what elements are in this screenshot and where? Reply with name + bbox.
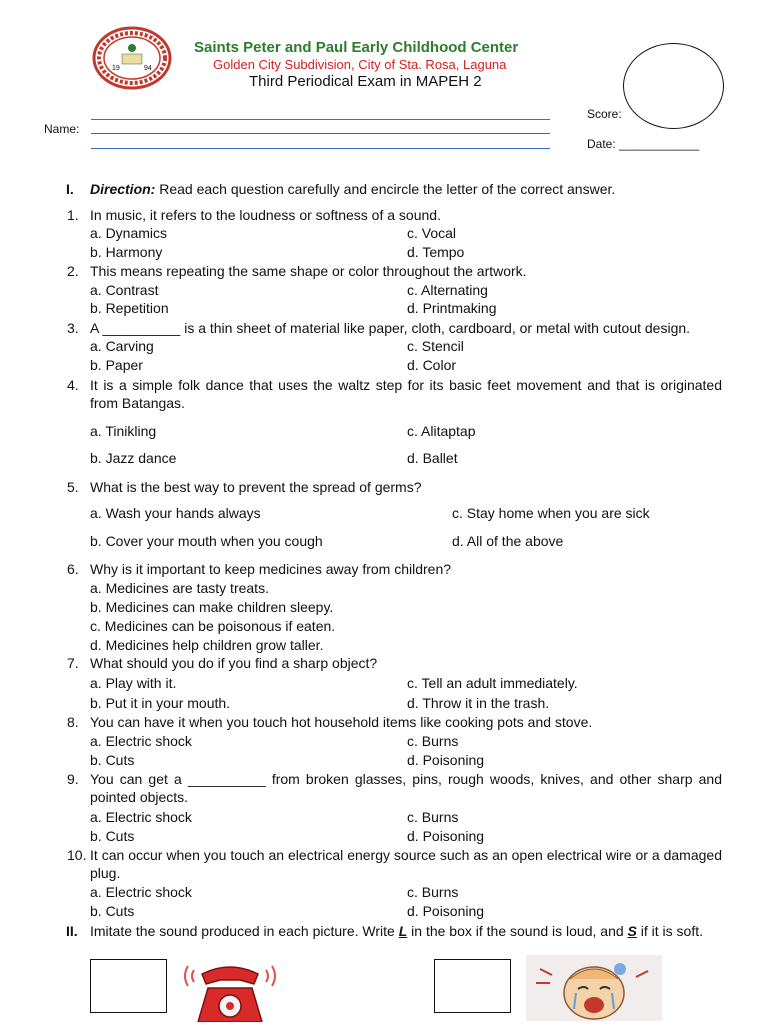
choice-a[interactable]: a. Play with it. [90, 675, 177, 691]
choice-b[interactable]: b. Cuts [90, 828, 135, 844]
question-number: 5. [67, 479, 79, 495]
question-text: In music, it refers to the loudness or softness of a sound. [90, 207, 441, 223]
score-label: Score: [587, 107, 622, 121]
name-label: Name: [44, 122, 80, 136]
choice-d[interactable]: d. Poisoning [407, 828, 485, 844]
section-1-number: I. [66, 181, 74, 197]
choice-d[interactable]: d. Tempo [407, 244, 465, 260]
question-text: A __________ is a thin sheet of material like paper, cloth, cardboard, or metal with cutout design. [90, 320, 691, 336]
question-text: It can occur when you touch an electrical energy source such as an open electrical wire or a damaged plug. [90, 847, 722, 881]
question-number: 10. [67, 847, 87, 863]
section-2-number: II. [66, 923, 78, 939]
choice-c[interactable]: c. Stencil [407, 338, 464, 354]
choice-c[interactable]: c. Burns [407, 733, 459, 749]
choice-c[interactable]: c. Alternating [407, 282, 488, 298]
answer-box-2[interactable] [434, 959, 511, 1013]
choice-b[interactable]: b. Medicines can make children sleepy. [90, 599, 334, 615]
question-number: 2. [67, 263, 79, 279]
choice-d[interactable]: d. Poisoning [407, 903, 485, 919]
choice-a[interactable]: a. Wash your hands always [90, 505, 261, 521]
question-number: 7. [67, 655, 79, 671]
question-number: 4. [67, 377, 79, 393]
name-line-3[interactable] [91, 148, 550, 149]
choice-b[interactable]: b. Cuts [90, 903, 135, 919]
name-line-1[interactable] [91, 119, 550, 120]
question-number: 9. [67, 771, 79, 787]
question-text: It is a simple folk dance that uses the waltz step for its basic feet movement and that is originated from Batangas. [90, 377, 722, 411]
choice-b[interactable]: b. Cover your mouth when you cough [90, 533, 323, 549]
question-number: 1. [67, 207, 79, 223]
choice-c[interactable]: c. Medicines can be poisonous if eaten. [90, 618, 336, 634]
choice-d[interactable]: d. Poisoning [407, 752, 485, 768]
seal-year-left: 19 [112, 65, 120, 72]
question-number: 3. [67, 320, 79, 336]
choice-b[interactable]: b. Harmony [90, 244, 163, 260]
choice-d[interactable]: d. Color [407, 357, 457, 373]
seal-year-right: 94 [144, 65, 152, 72]
choice-a[interactable]: a. Electric shock [90, 809, 192, 825]
choice-a[interactable]: a. Tinikling [90, 423, 157, 439]
choice-c[interactable]: c. Burns [407, 884, 459, 900]
exam-title: Third Periodical Exam in MAPEH 2 [249, 73, 482, 90]
section-1-direction: Direction: Read each question carefully and encircle the letter of the correct answer. [90, 181, 616, 197]
choice-a[interactable]: a. Carving [90, 338, 154, 354]
choice-c[interactable]: c. Vocal [407, 225, 457, 241]
ringing-telephone-icon [178, 956, 282, 1022]
choice-a[interactable]: a. Dynamics [90, 225, 168, 241]
choice-b[interactable]: b. Jazz dance [90, 450, 177, 466]
choice-b[interactable]: b. Repetition [90, 300, 169, 316]
date-label: Date: ____________ [587, 137, 700, 151]
choice-b[interactable]: b. Paper [90, 357, 143, 373]
school-seal [92, 26, 172, 90]
choice-d[interactable]: d. Printmaking [407, 300, 497, 316]
crying-baby-icon [526, 955, 662, 1021]
section-2-direction: Imitate the sound produced in each picture. Write L in the box if the sound is loud, and S if it is soft. [90, 923, 703, 939]
question-text: This means repeating the same shape or color throughout the artwork. [90, 263, 527, 279]
score-circle[interactable] [623, 43, 724, 129]
choice-d[interactable]: d. All of the above [452, 533, 564, 549]
school-address: Golden City Subdivision, City of Sta. Rosa, Laguna [213, 57, 507, 72]
name-line-2[interactable] [91, 133, 550, 134]
question-text: What is the best way to prevent the spread of germs? [90, 479, 422, 495]
school-name: Saints Peter and Paul Early Childhood Center [194, 39, 519, 56]
answer-box-1[interactable] [90, 959, 167, 1013]
choice-d[interactable]: d. Medicines help children grow taller. [90, 637, 324, 653]
question-number: 6. [67, 561, 79, 577]
choice-d[interactable]: d. Throw it in the trash. [407, 695, 550, 711]
question-number: 8. [67, 714, 79, 730]
choice-a[interactable]: a. Medicines are tasty treats. [90, 580, 269, 596]
choice-c[interactable]: c. Stay home when you are sick [452, 505, 650, 521]
question-text: What should you do if you find a sharp object? [90, 655, 378, 671]
question-text: You can have it when you touch hot household items like cooking pots and stove. [90, 714, 593, 730]
choice-c[interactable]: c. Burns [407, 809, 459, 825]
seal-icon [92, 26, 172, 90]
question-text: Why is it important to keep medicines away from children? [90, 561, 452, 577]
choice-a[interactable]: a. Electric shock [90, 733, 192, 749]
choice-b[interactable]: b. Cuts [90, 752, 135, 768]
choice-a[interactable]: a. Contrast [90, 282, 159, 298]
choice-d[interactable]: d. Ballet [407, 450, 458, 466]
choice-a[interactable]: a. Electric shock [90, 884, 192, 900]
date-blank[interactable]: ____________ [619, 137, 700, 151]
choice-c[interactable]: c. Alitaptap [407, 423, 476, 439]
choice-c[interactable]: c. Tell an adult immediately. [407, 675, 578, 691]
question-text: You can get a __________ from broken glasses, pins, rough woods, knives, and other sharp and pointed objects. [90, 771, 722, 805]
choice-b[interactable]: b. Put it in your mouth. [90, 695, 231, 711]
